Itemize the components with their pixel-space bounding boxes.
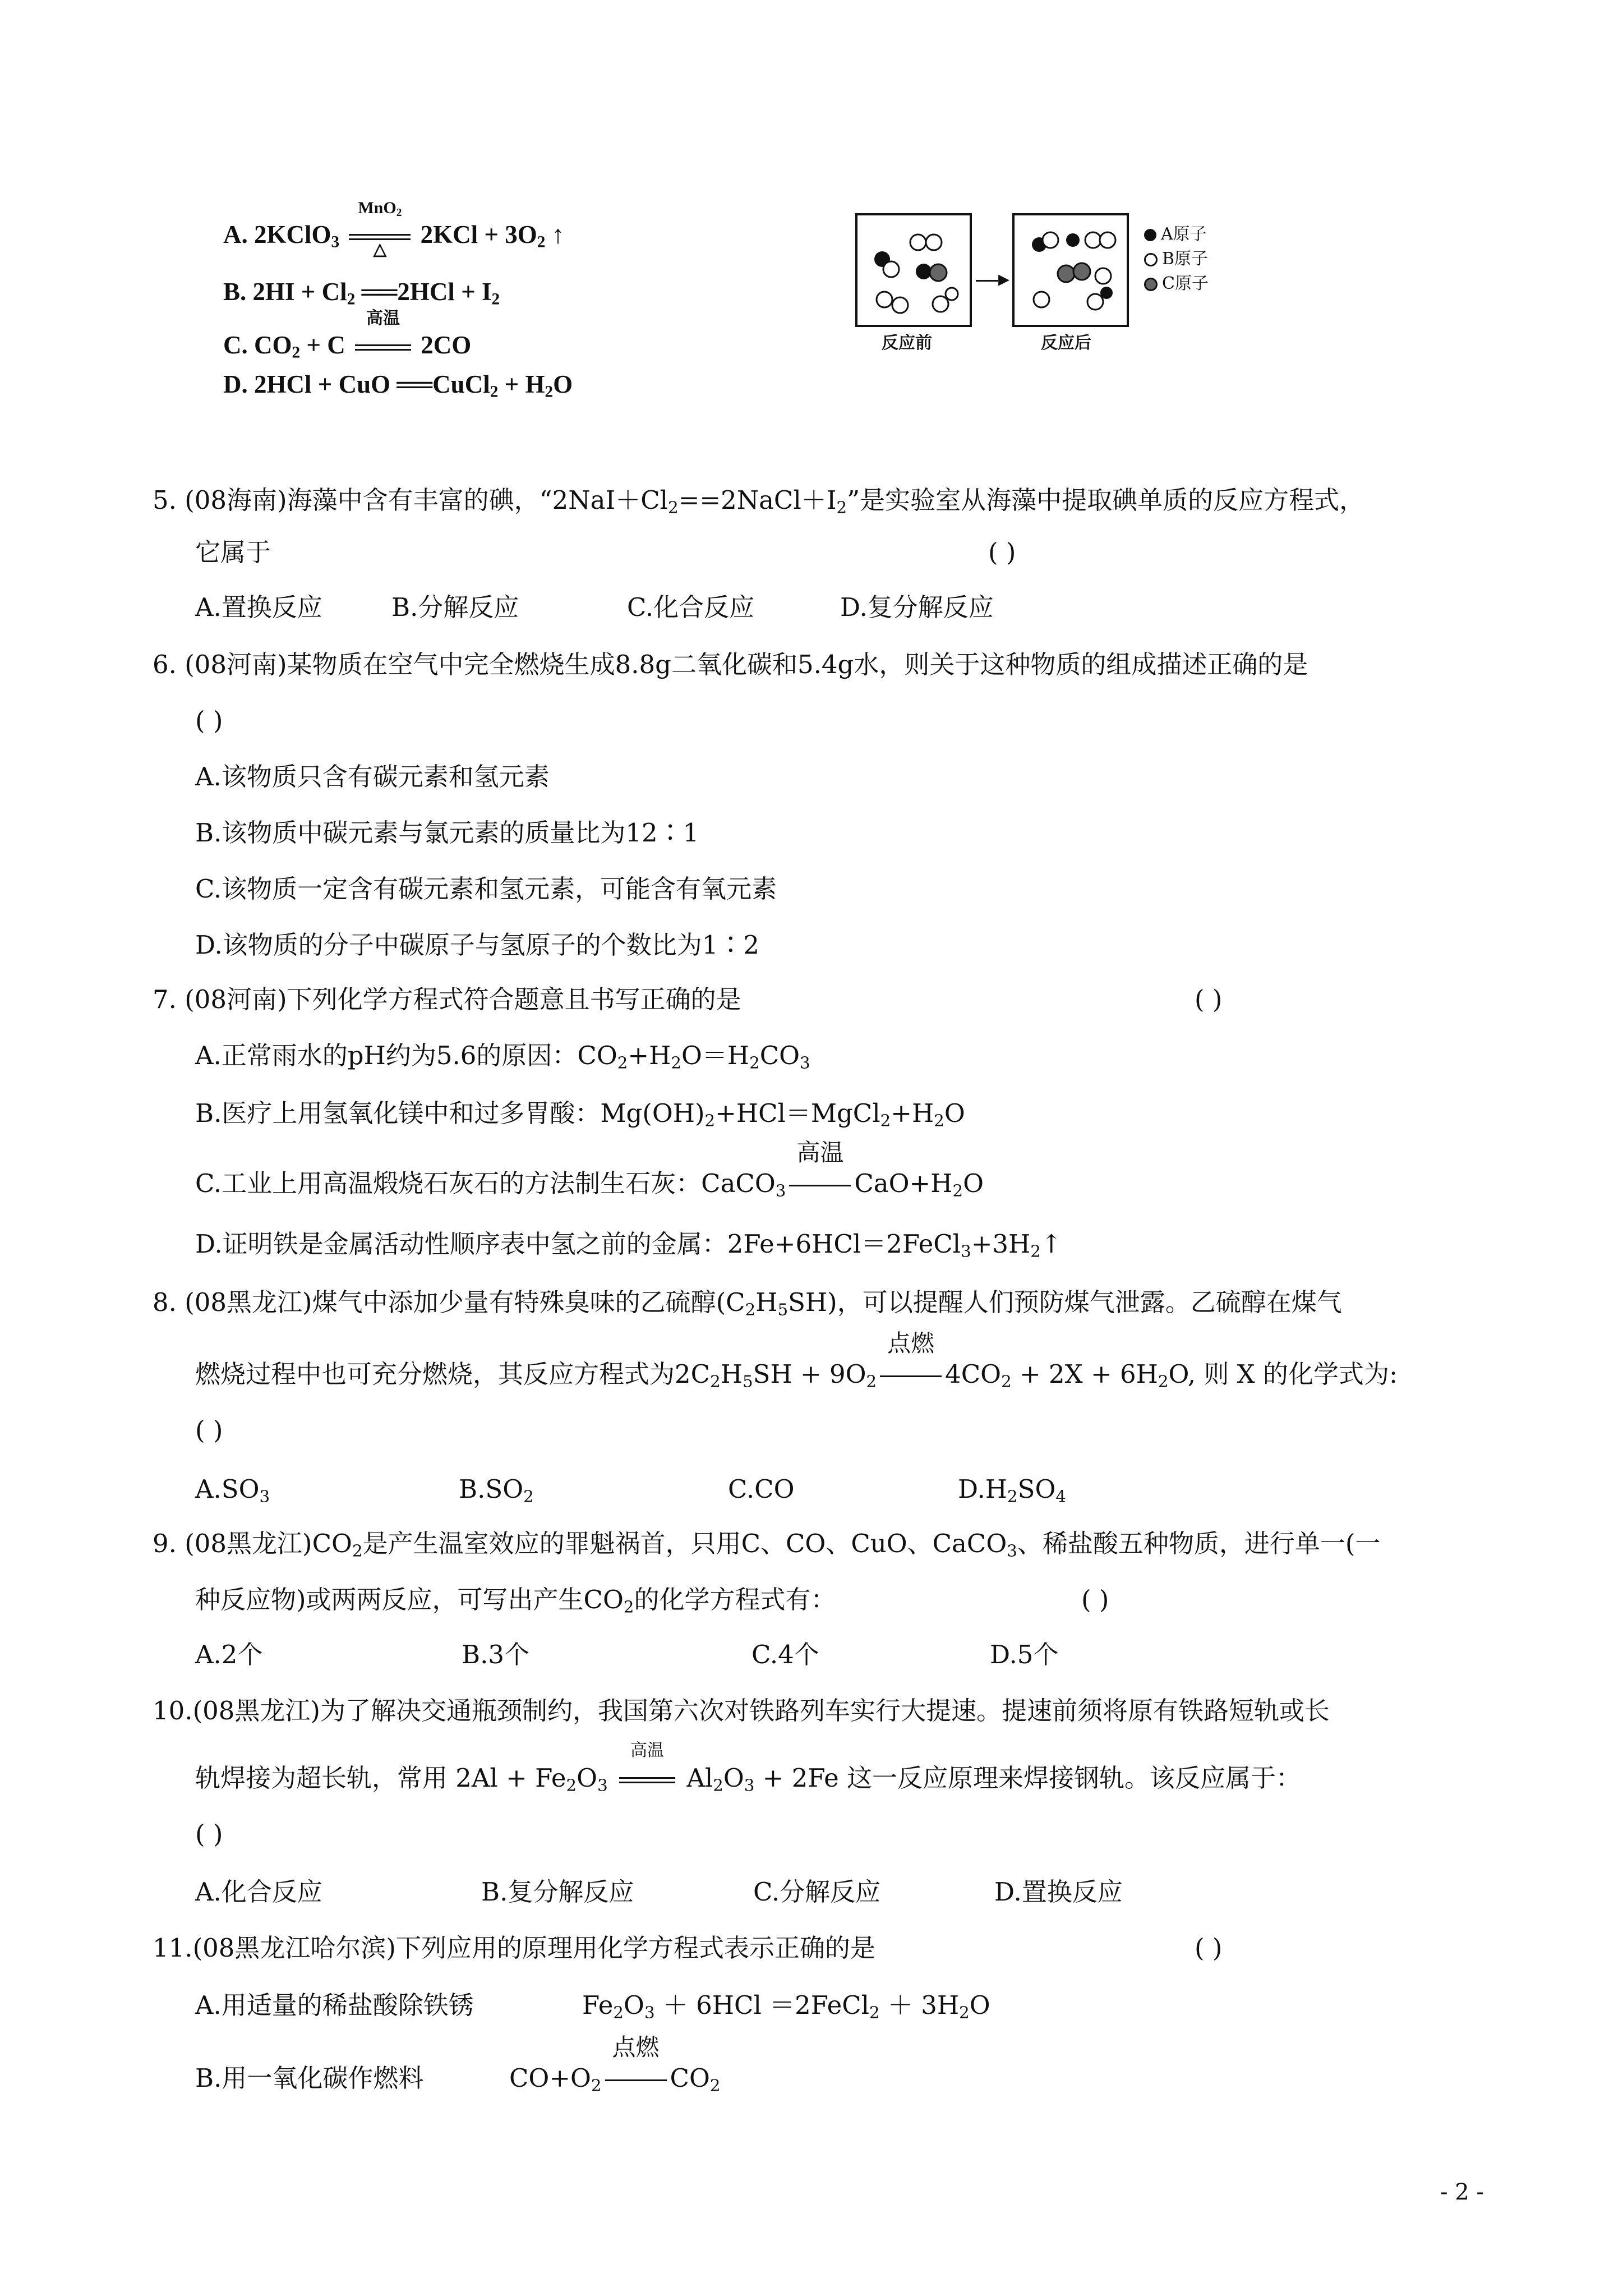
- q10-option-a[interactable]: A.化合反应: [195, 1877, 322, 1907]
- q8-stem-line1: 8. (08黑龙江)煤气中添加少量有特殊臭味的乙硫醇$(C_2H_5SH)$，可以提醒人们预防煤气泄露。乙硫醇在煤气: [153, 1287, 1342, 1319]
- q10-answer-paren: ( ): [195, 1819, 223, 1849]
- legend: [1144, 222, 1209, 296]
- after-reaction-box: [1012, 213, 1129, 327]
- condition-high-temp: 高温: [616, 1761, 679, 1795]
- q9-stem-line2: 种反应物)或两两反应，可写出产生$CO_2$的化学方程式有：: [195, 1585, 836, 1617]
- q8-stem-line2: 燃烧过程中也可充分燃烧，其反应方程式为$2C_2H_5SH + 9O_2$ 点燃 $4CO_2 + 2X + 6H_2O$, 则 X 的化学式为:: [195, 1329, 1398, 1391]
- q6-answer-paren: ( ): [195, 706, 223, 735]
- q10-options: [195, 1875, 1123, 1909]
- after-atoms: [1015, 215, 1127, 325]
- q10-option-b[interactable]: B.复分解反应: [481, 1877, 634, 1907]
- q9-option-a[interactable]: A.2个: [195, 1640, 263, 1669]
- legend-a-atom: A原子: [1144, 222, 1209, 247]
- option-c-reaction: C. $CO_2 + C$ 高温 2CO: [223, 309, 472, 362]
- q9-option-d[interactable]: D.5个: [990, 1640, 1059, 1669]
- q5-option-a[interactable]: A.置换反应: [195, 592, 322, 622]
- q8-option-d[interactable]: $D.H_2SO_4$: [958, 1474, 1067, 1506]
- q7-option-b[interactable]: B.医疗上用氢氧化镁中和过多胃酸：$Mg(OH)_2+HCl=MgCl_2+H_2O$: [195, 1098, 965, 1130]
- q7-option-a[interactable]: A.正常雨水的pH约为5.6的原因：$CO_2+H_2O=H_2CO_3$: [195, 1041, 810, 1073]
- q7-stem: 7. (08河南)下列化学方程式符合题意且书写正确的是: [153, 984, 741, 1014]
- q6-option-c[interactable]: C.该物质一定含有碳元素和氢元素，可能含有氧元素: [195, 874, 777, 904]
- option-d-reaction: D. 2HCl + CuO ══CuCl$_2$ + $H_2O$: [223, 370, 573, 401]
- before-label: 反应前: [882, 334, 932, 352]
- condition-ignite: 点燃: [877, 1358, 945, 1391]
- q11-option-a[interactable]: A.用适量的稀盐酸除铁锈 $Fe_2O_3 + 6HCl$ ＝2FeCl$_2$ ＋ $3H_2O$: [195, 1990, 990, 2022]
- q8-options: [195, 1473, 1066, 1506]
- q5-stem-line1: 5. (08海南)海藻中含有丰富的碘，“$2NaI+Cl_2==2NaCl+I_2$”是实验室从海藻中提取碘单质的反应方程式，: [153, 485, 1365, 517]
- q5-options: [195, 591, 994, 624]
- q6-option-d[interactable]: D.该物质的分子中碳原子与氢原子的个数比为1∶2: [195, 930, 760, 960]
- q8-option-c[interactable]: C.CO: [728, 1474, 795, 1504]
- legend-b-atom: B原子: [1144, 247, 1209, 272]
- q11-stem: 11.(08黑龙江哈尔滨)下列应用的原理用化学方程式表示正确的是: [153, 1933, 875, 1963]
- arrow-icon: ▸: [976, 266, 1009, 292]
- q6-stem: 6. (08河南)某物质在空气中完全燃烧生成8.8g二氧化碳和5.4g水，则关于这种物质的组成描述正确的是: [153, 650, 1308, 679]
- condition-mno2-heat: MnO$_2$ △: [345, 218, 414, 251]
- condition-ignite: 点燃: [602, 2062, 670, 2095]
- q8-option-b[interactable]: $B.SO_2$: [459, 1474, 534, 1506]
- q9-option-b[interactable]: B.3个: [462, 1640, 530, 1669]
- q5-option-b[interactable]: B.分解反应: [391, 592, 519, 622]
- q10-stem-line2: 轨焊接为超长轨，常用 $2Al + Fe_2O_3$ 高温 $Al_2O_3 + 2Fe$ 这一反应原理来焊接钢轨。该反应属于：: [195, 1741, 1302, 1795]
- legend-c-atom: C原子: [1144, 272, 1209, 296]
- q9-stem-line1: 9. (08黑龙江)$CO_2$是产生温室效应的罪魁祸首，只用C、CO、CuO、CaCO$_3$、稀盐酸五种物质，进行单一(一: [153, 1529, 1381, 1561]
- condition-high-temp: 高温: [786, 1167, 854, 1200]
- after-label: 反应后: [1041, 334, 1091, 352]
- q10-stem-line1: 10.(08黑龙江)为了解决交通瓶颈制约，我国第六次对铁路列车实行大提速。提速前须将原有铁路短轨或长: [153, 1696, 1330, 1726]
- q7-option-d[interactable]: D.证明铁是金属活动性顺序表中氢之前的金属：$2Fe+6HCl=2FeCl_3+3H_2↑$: [195, 1229, 1062, 1261]
- before-atoms: [857, 215, 970, 325]
- before-reaction-box: [855, 213, 972, 327]
- q5-option-c[interactable]: C.化合反应: [627, 592, 755, 622]
- q9-option-c[interactable]: C.4个: [751, 1640, 819, 1669]
- q10-option-d[interactable]: D.置换反应: [994, 1877, 1123, 1907]
- q11-option-b[interactable]: B.用一氧化碳作燃料 $CO+O_2$ 点燃 $CO_2$: [195, 2033, 721, 2095]
- q7-answer-paren: ( ): [1195, 984, 1223, 1014]
- q7-option-c[interactable]: C.工业上用高温煅烧石灰石的方法制生石灰：CaCO$_3$ 高温 $CaO+H_2O$: [195, 1139, 984, 1200]
- q6-option-b[interactable]: B.该物质中碳元素与氯元素的质量比为12∶1: [195, 818, 699, 848]
- q11-answer-paren: ( ): [1195, 1933, 1223, 1963]
- q8-option-a[interactable]: $A.SO_3$: [195, 1474, 270, 1506]
- q6-option-a[interactable]: A.该物质只含有碳元素和氢元素: [195, 762, 550, 792]
- q5-option-d[interactable]: D.复分解反应: [840, 592, 994, 622]
- q9-options: [195, 1638, 1058, 1672]
- q5-stem-line2: 它属于: [195, 537, 271, 567]
- condition-high-temp: 高温: [352, 328, 414, 362]
- q8-answer-paren: ( ): [195, 1415, 223, 1445]
- option-a-reaction: A. 2KClO$_3$ MnO$_2$ △ $2KCl + 3O_2$ ↑: [223, 199, 565, 259]
- q5-answer-paren: ( ): [988, 537, 1016, 567]
- q9-answer-paren: ( ): [1081, 1585, 1109, 1614]
- option-b-reaction: B. $2HI + Cl_2$ ══2HCl + $I_2$: [223, 278, 500, 309]
- q10-option-c[interactable]: C.分解反应: [753, 1877, 881, 1907]
- page-number: - 2 -: [1440, 2179, 1484, 2205]
